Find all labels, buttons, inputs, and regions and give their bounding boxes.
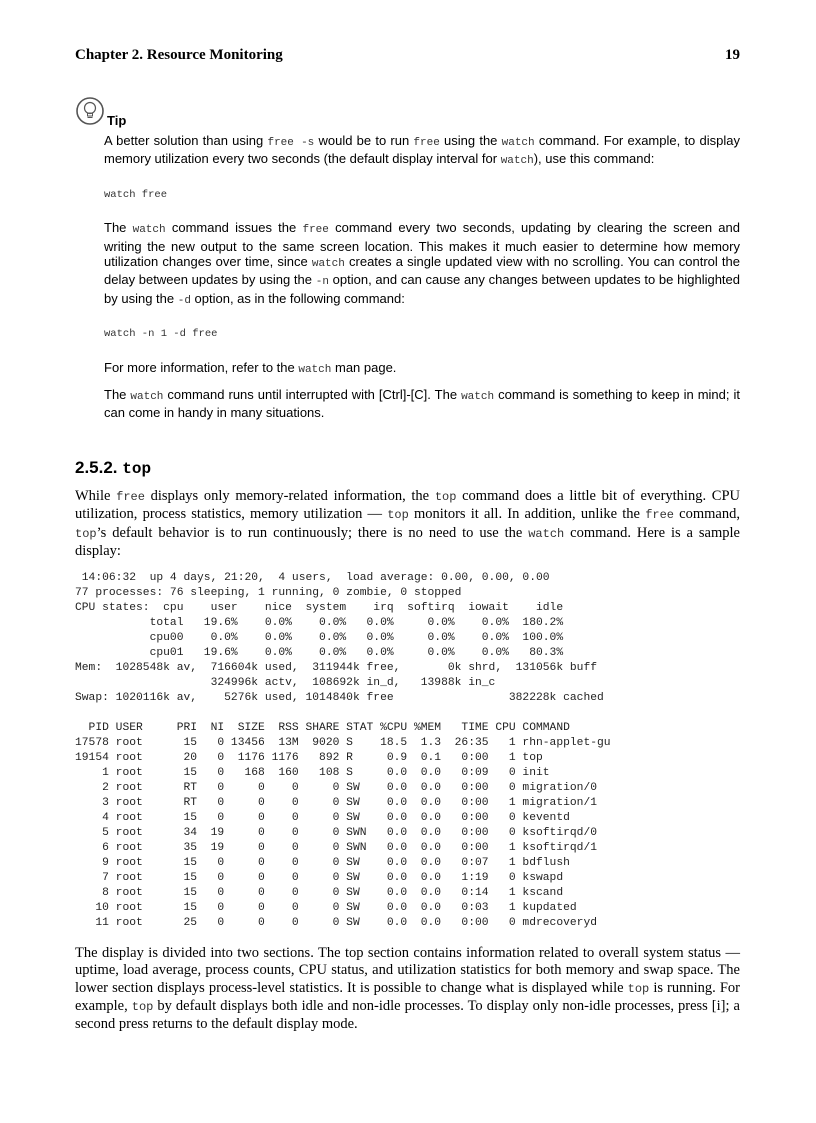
top-output-line: 8 root 15 0 0 0 0 SW 0.0 0.0 0:14 1 kscand: [75, 887, 564, 899]
tip-paragraph: For more information, refer to the watch man page.: [104, 359, 397, 376]
top-output-line: 6 root 35 19 0 0 0 SWN 0.0 0.0 0:00 1 ksoftirqd/1: [75, 842, 598, 854]
top-output-line: 2 root RT 0 0 0 0 SW 0.0 0.0 0:00 0 migration/0: [75, 782, 598, 794]
code-example: watch -n 1 -d free: [104, 328, 218, 341]
top-output-line: 11 root 25 0 0 0 0 SW 0.0 0.0 0:00 0 mdrecoveryd: [75, 917, 598, 929]
top-output-line: Swap: 1020116k av, 5276k used, 1014840k free 382228k cached: [75, 692, 604, 704]
top-output-line: cpu00 0.0% 0.0% 0.0% 0.0% 0.0% 0.0% 100.0%: [75, 632, 564, 644]
page-number: 19: [725, 47, 740, 63]
top-output-line: 5 root 34 19 0 0 0 SWN 0.0 0.0 0:00 0 ksoftirqd/0: [75, 827, 598, 839]
top-output-line: 324996k actv, 108692k in_d, 13988k in_c: [75, 677, 496, 689]
top-output-line: 10 root 15 0 0 0 0 SW 0.0 0.0 0:03 1 kupdated: [75, 902, 577, 914]
tip-box: [104, 133, 740, 430]
top-output-line: 1 root 15 0 168 160 108 S 0.0 0.0 0:09 0 init: [75, 767, 550, 779]
chapter-title: Chapter 2. Resource Monitoring: [75, 47, 283, 63]
top-output-line: 17578 root 15 0 13456 13M 9020 S 18.5 1.3 26:35 1 rhn-applet-gu: [75, 737, 611, 749]
tip-label: Tip: [107, 113, 127, 128]
tip-paragraph: The watch command runs until interrupted with [Ctrl]-[C]. The watch command is something to keep in mind; it can come in handy in many situations.: [104, 387, 740, 421]
top-sample-output: [75, 571, 611, 931]
section-heading: 2.5.2. top: [75, 458, 152, 478]
lightbulb-icon: [75, 96, 105, 126]
body-paragraph: The display is divided into two sections. The top section contains information related to overall system status — uptime, load average, process counts, CPU status, and utilization statistics for both memory and swap space. The lower section displays process-level statistics. It is possible to change what is displayed while top is running. For example, top by default displays both idle and non-idle processes. To display only non-idle processes, press [i]; a second press returns to the default display mode.: [75, 945, 740, 1033]
top-output-line: 4 root 15 0 0 0 0 SW 0.0 0.0 0:00 0 keventd: [75, 812, 570, 824]
tip-paragraph: A better solution than using free -s would be to run free using the watch command. For example, to display memory utilization every two seconds (the default display interval for watch), use this command:: [104, 133, 740, 168]
top-output-line: CPU states: cpu user nice system irq softirq iowait idle: [75, 602, 564, 614]
top-output-line: PID USER PRI NI SIZE RSS SHARE STAT %CPU %MEM TIME CPU COMMAND: [75, 722, 570, 734]
top-output-line: cpu01 19.6% 0.0% 0.0% 0.0% 0.0% 0.0% 80.3%: [75, 647, 564, 659]
top-output-line: 14:06:32 up 4 days, 21:20, 4 users, load average: 0.00, 0.00, 0.00: [75, 572, 550, 584]
tip-paragraph: The watch command issues the free command every two seconds, updating by clearing the screen and writing the new output to the same screen location. This makes it much easier to determine how memory utilization changes over time, since watch creates a single updated view with no scrolling. You can control the delay between updates by using the -n option, and can cause any changes between updates to be highlighted by using the -d option, as in the following command:: [104, 220, 741, 307]
top-output-line: Mem: 1028548k av, 716604k used, 311944k free, 0k shrd, 131056k buff: [75, 662, 598, 674]
top-output-line: 9 root 15 0 0 0 0 SW 0.0 0.0 0:07 1 bdflush: [75, 857, 570, 869]
top-output-line: 7 root 15 0 0 0 0 SW 0.0 0.0 1:19 0 kswapd: [75, 872, 564, 884]
top-output-line: 19154 root 20 0 1176 1176 892 R 0.9 0.1 0:00 1 top: [75, 752, 543, 764]
running-header: [75, 47, 740, 64]
top-output-line: total 19.6% 0.0% 0.0% 0.0% 0.0% 0.0% 180.2%: [75, 617, 564, 629]
code-example: watch free: [104, 188, 168, 201]
body-paragraph: While free displays only memory-related information, the top command does a little bit of everything. CPU utilization, process statistics, memory utilization — top monitors it all. In addition, unlike the free command, top’s default behavior is to run continuously; there is no need to use the watch command. Here is a sample display:: [75, 488, 740, 559]
top-output-line: 77 processes: 76 sleeping, 1 running, 0 zombie, 0 stopped: [75, 587, 462, 599]
top-output-line: 3 root RT 0 0 0 0 SW 0.0 0.0 0:00 1 migration/1: [75, 797, 598, 809]
